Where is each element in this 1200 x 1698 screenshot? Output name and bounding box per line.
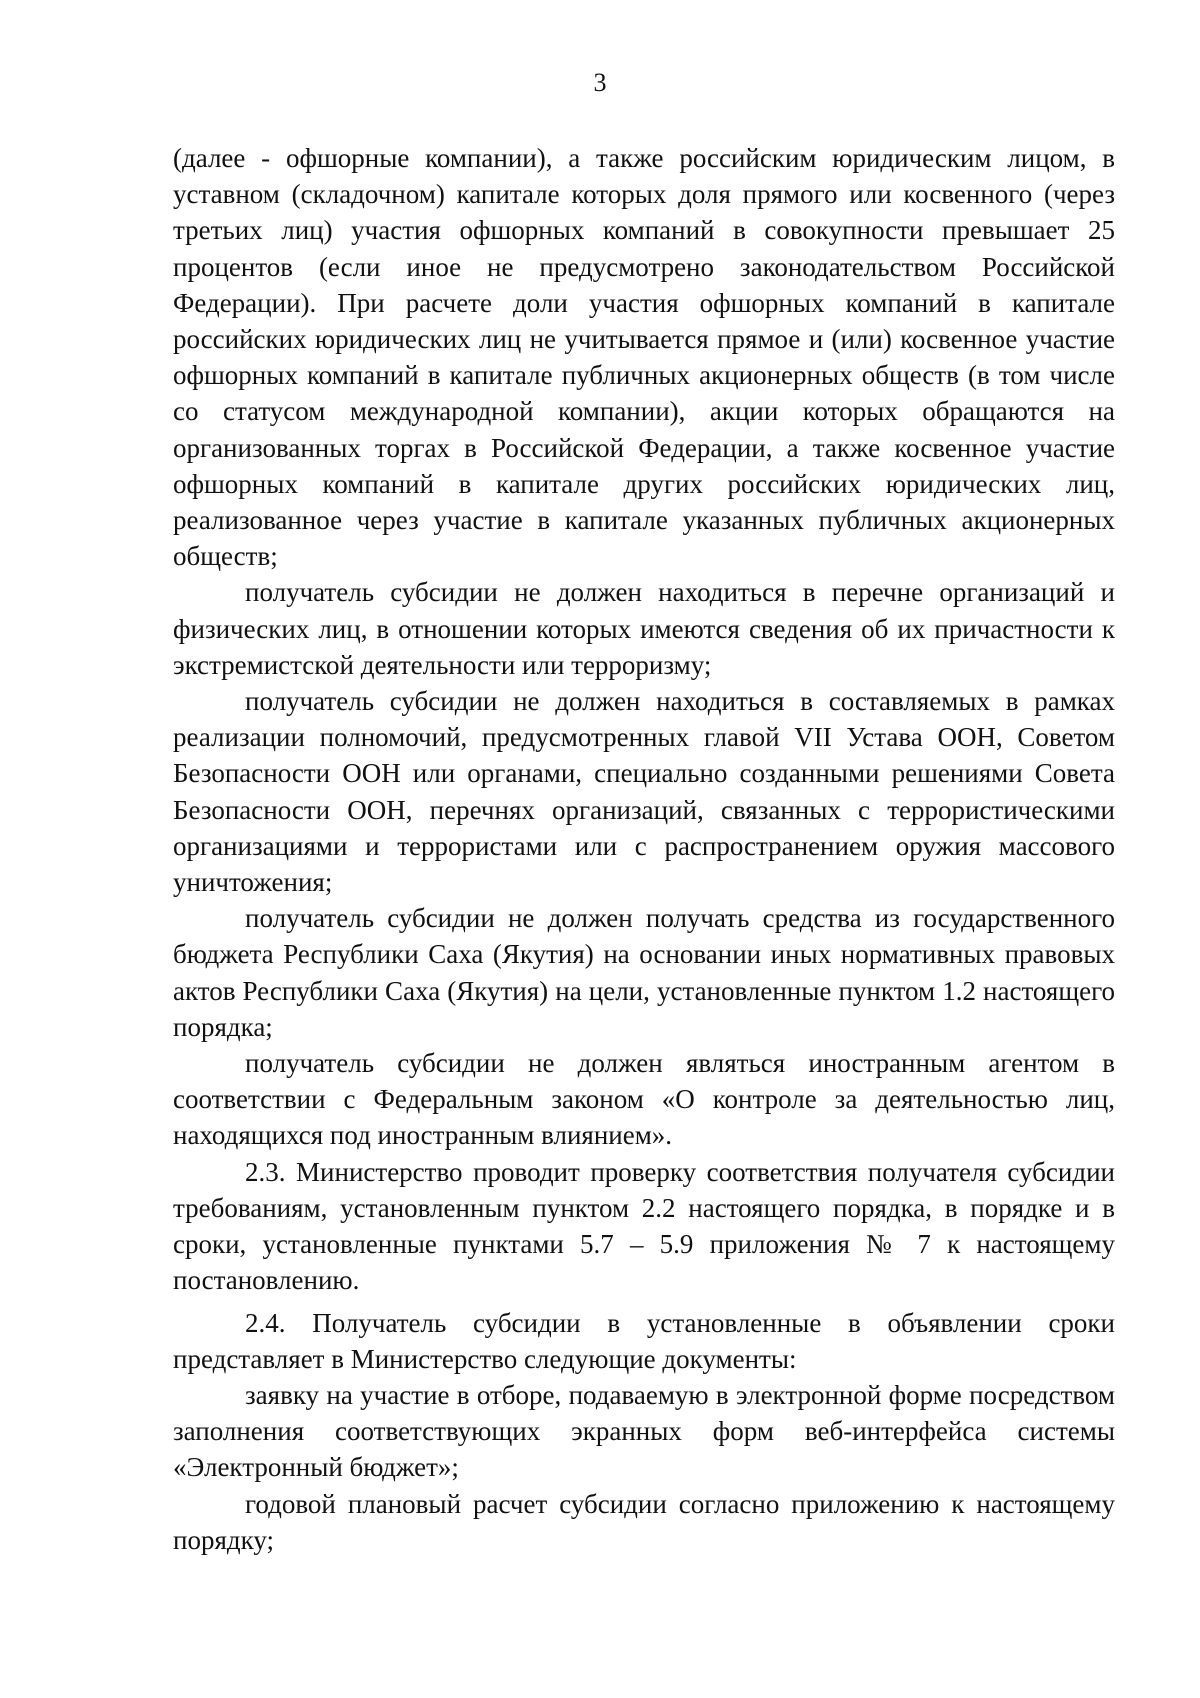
paragraph-foreign-agent: получатель субсидии не должен являться иностранным агентом в соответствии с Федеральным законом «О контроле за деятельностью лиц, находящихся под иностранным влиянием».: [173, 1048, 1115, 1151]
paragraph-clause-2-4: 2.4. Получатель субсидии в установленные в объявлении сроки представляет в Министерство следующие документы:: [173, 1307, 1115, 1374]
paragraph-annual-calculation: годовой плановый расчет субсидии согласно приложению к настоящему порядку;: [173, 1488, 1115, 1555]
paragraph-offshore-companies: (далее - офшорные компании), а также российским юридическим лицом, в уставном (складочном) капитале которых доля прямого или косвенного (через третьих лиц) участия офшорных компаний в совокупности превышает 25 процентов (если иное не предусмотрено законодательством Российской Федерации). При расчете доли участия офшорных компаний в капитале российских юридических лиц не учитывается прямое и (или) косвенное участие офшорных компаний в капитале публичных акционерных обществ (в том числе со статусом международной компании), акции которых обращаются на организованных торгах в Российской Федерации, а также косвенное участие офшорных компаний в капитале других российских юридических лиц, реализованное через участие в капитале указанных публичных акционерных обществ;: [173, 143, 1115, 572]
page-number: 3: [593, 68, 607, 97]
paragraph-application: заявку на участие в отборе, подаваемую в электронной форме посредством заполнения соответствующих экранных форм веб-интерфейса системы «Электронный бюджет»;: [173, 1379, 1115, 1483]
paragraph-extremism-list: получатель субсидии не должен находиться в перечне организаций и физических лиц, в отношении которых имеются сведения об их причастности к экстремистской деятельности или терроризму;: [173, 577, 1115, 680]
paragraph-un-security-council-lists: получатель субсидии не должен находиться в составляемых в рамках реализации полномочий, предусмотренных главой VII Устава ООН, Советом Безопасности ООН или органами, специально созданными решениями Совета Безопасности ООН, перечнях организаций, связанных с террористическими организациями и террористами или с распространением оружия массового уничтожения;: [173, 686, 1115, 898]
document-body: [173, 140, 1115, 1558]
paragraph-clause-2-3: 2.3. Министерство проводит проверку соответствия получателя субсидии требованиям, установленным пунктом 2.2 настоящего порядка, в порядке и в сроки, установленные пунктами 5.7 – 5.9 приложения № 7 к настоящему постановлению.: [173, 1156, 1115, 1296]
paragraph-other-legal-acts: получатель субсидии не должен получать средства из государственного бюджета Республики Саха (Якутия) на основании иных нормативных правовых актов Республики Саха (Якутия) на цели, установленные пунктом 1.2 настоящего порядка;: [173, 903, 1115, 1042]
